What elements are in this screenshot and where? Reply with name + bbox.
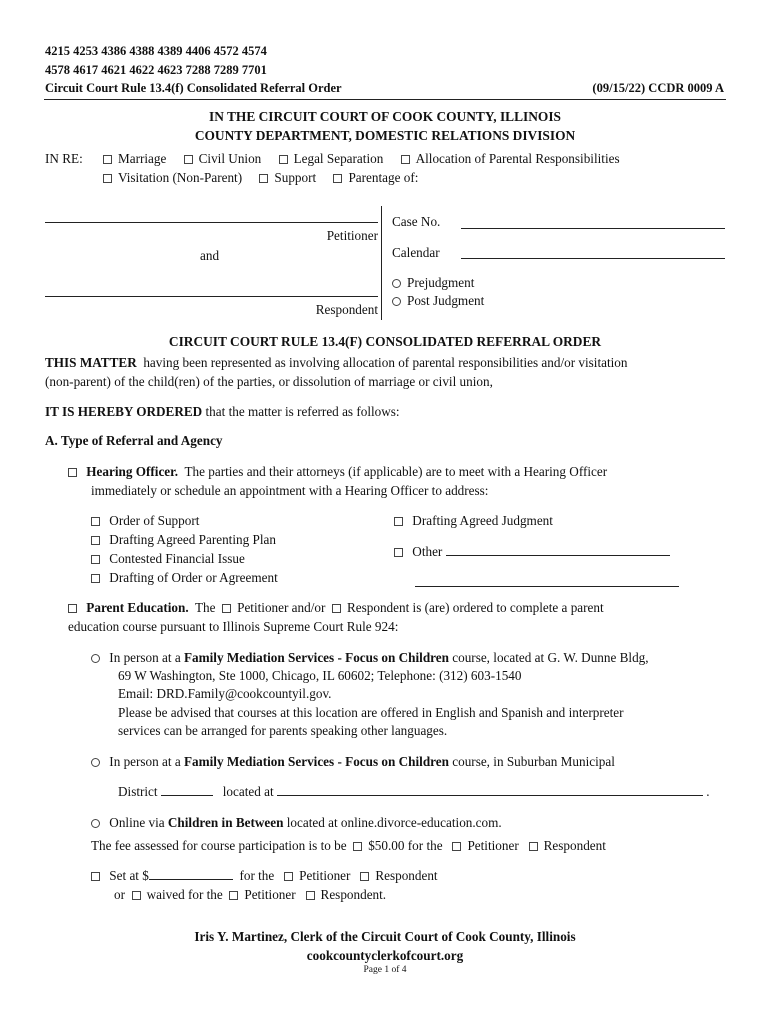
fee-50-checkbox[interactable]	[353, 842, 362, 851]
case-no-field[interactable]	[461, 228, 725, 229]
case-no-label: Case No.	[392, 214, 441, 229]
marriage-label: Marriage	[118, 151, 167, 166]
ordered-line	[45, 404, 400, 420]
waived-checkbox[interactable]	[132, 891, 141, 900]
civil-union-label: Civil Union	[198, 151, 262, 166]
court-name: IN THE CIRCUIT COURT OF COOK COUNTY, ILLINOIS	[209, 109, 561, 124]
calendar-label: Calendar	[392, 245, 440, 260]
opt3-bold: Children in Between	[167, 815, 284, 830]
header-rule	[44, 99, 726, 100]
opt2-line-1	[91, 754, 615, 770]
petitioner-line[interactable]	[45, 222, 378, 223]
other-checkbox[interactable]	[394, 548, 403, 557]
ho-item-parenting-plan[interactable]	[91, 532, 276, 548]
respondent-line[interactable]	[45, 296, 378, 297]
hearing-officer-label: Hearing Officer.	[86, 464, 179, 479]
petitioner-label: Petitioner	[326, 228, 378, 243]
ordered-lead: IT IS HEREBY ORDERED	[45, 404, 203, 419]
allocation-checkbox[interactable]	[401, 155, 410, 164]
fee-lead: The fee assessed for course participation is to be	[91, 838, 347, 853]
waived-petitioner-checkbox[interactable]	[229, 891, 238, 900]
parentage-label: Parentage of:	[348, 170, 419, 185]
fee-respondent-label: Respondent	[543, 838, 606, 853]
waived-label: waived for the	[146, 887, 223, 902]
other-field[interactable]	[446, 544, 670, 556]
marriage-checkbox[interactable]	[103, 155, 112, 164]
other-label: Other	[412, 544, 443, 559]
ho-item-order-agreement[interactable]	[91, 570, 278, 586]
support-label: Support	[274, 170, 317, 185]
parenting-plan-label: Drafting Agreed Parenting Plan	[109, 532, 276, 547]
set-at-label: Set at $	[109, 868, 149, 883]
opt1-line-3: Email: DRD.Family@cookcountyil.gov.	[118, 686, 332, 701]
for-the-label: for the	[239, 868, 275, 883]
post-judgment-label: Post Judgment	[407, 293, 485, 308]
parent-ed-the: The	[195, 600, 216, 615]
order-agreement-checkbox[interactable]	[91, 574, 100, 583]
order-of-support-label: Order of Support	[109, 513, 200, 528]
page-number: Page 1 of 4	[363, 965, 407, 975]
ho-item-order-of-support[interactable]	[91, 513, 199, 529]
or-label: or	[114, 887, 125, 902]
prejudgment-radio[interactable]	[392, 279, 401, 288]
agreed-judgment-checkbox[interactable]	[394, 517, 403, 526]
opt3-line	[91, 815, 502, 831]
parent-ed-line-2: education course pursuant to Illinois Supreme Court Rule 924:	[68, 619, 399, 634]
fee-line-3	[114, 887, 386, 903]
in-re-row-2	[103, 170, 418, 186]
fee-petitioner-label: Petitioner	[467, 838, 519, 853]
court-division: COUNTY DEPARTMENT, DOMESTIC RELATIONS DIVISION	[194, 128, 576, 143]
period: .	[706, 784, 710, 799]
fee-respondent-checkbox[interactable]	[529, 842, 538, 851]
parent-ed-label: Parent Education.	[86, 600, 189, 615]
in-re-label: IN RE:	[45, 151, 83, 166]
financial-issue-label: Contested Financial Issue	[109, 551, 245, 566]
agreed-judgment-label: Drafting Agreed Judgment	[412, 513, 553, 528]
pe-petitioner-label: Petitioner and/or	[237, 600, 326, 615]
rule-title: Circuit Court Rule 13.4(f) Consolidated Referral Order	[45, 81, 342, 95]
set-petitioner-checkbox[interactable]	[284, 872, 293, 881]
parent-ed-line-1	[68, 600, 604, 616]
waived-respondent-label: Respondent.	[320, 887, 387, 902]
visitation-checkbox[interactable]	[103, 174, 112, 183]
legal-separation-checkbox[interactable]	[279, 155, 288, 164]
form-codes-line-2: 4578 4617 4621 4622 4623 7288 7289 7701	[45, 63, 267, 77]
opt2-line-2	[118, 784, 710, 800]
in-re-row-1	[103, 151, 620, 167]
fee-amount-label: $50.00 for the	[368, 838, 443, 853]
fee-line-1	[91, 838, 606, 854]
opt1-line-5: services can be arranged for parents speaking other languages.	[118, 723, 448, 738]
set-petitioner-label: Petitioner	[299, 868, 351, 883]
respondent-label: Respondent	[315, 302, 378, 317]
and-label: and	[200, 248, 220, 263]
opt1-line-2: 69 W Washington, Ste 1000, Chicago, IL 60602; Telephone: (312) 603-1540	[118, 668, 522, 683]
opt1-radio[interactable]	[91, 654, 100, 663]
civil-union-checkbox[interactable]	[184, 155, 193, 164]
visitation-label: Visitation (Non-Parent)	[118, 170, 243, 185]
parent-education-checkbox[interactable]	[68, 604, 77, 613]
section-a-heading: A. Type of Referral and Agency	[45, 433, 223, 448]
opt1-line-1	[91, 650, 649, 666]
pe-respondent-label: Respondent is (are) ordered to complete a parent	[346, 600, 604, 615]
opt2-pre: In person at a	[109, 754, 181, 769]
district-field[interactable]	[161, 784, 213, 796]
ordered-text: that the matter is referred as follows:	[205, 404, 400, 419]
hearing-officer-line-1	[68, 464, 607, 480]
pe-respondent-checkbox[interactable]	[332, 604, 341, 613]
opt2-post: course, in Suburban Municipal	[452, 754, 615, 769]
opt3-radio[interactable]	[91, 819, 100, 828]
this-matter-lead: THIS MATTER	[45, 355, 137, 370]
prejudgment-option[interactable]	[392, 275, 474, 291]
located-at-field[interactable]	[277, 784, 703, 796]
hearing-officer-text: The parties and their attorneys (if applicable) are to meet with a Hearing Officer	[184, 464, 608, 479]
allocation-label: Allocation of Parental Responsibilities	[415, 151, 620, 166]
set-respondent-label: Respondent	[375, 868, 438, 883]
opt1-post: course, located at G. W. Dunne Bldg,	[452, 650, 649, 665]
clerk-line: Iris Y. Martinez, Clerk of the Circuit Court of Cook County, Illinois	[194, 929, 576, 944]
ho-item-agreed-judgment[interactable]	[394, 513, 553, 529]
this-matter-line-1	[45, 355, 627, 371]
waived-respondent-checkbox[interactable]	[306, 891, 315, 900]
district-label: District	[118, 784, 158, 799]
fee-petitioner-checkbox[interactable]	[452, 842, 461, 851]
opt1-line-4: Please be advised that courses at this location are offered in English and Spanish and interpreter	[118, 705, 624, 720]
opt1-pre: In person at a	[109, 650, 181, 665]
post-judgment-option[interactable]	[392, 293, 484, 309]
prejudgment-label: Prejudgment	[407, 275, 475, 290]
order-of-support-checkbox[interactable]	[91, 517, 100, 526]
form-code: (09/15/22) CCDR 0009 A	[592, 81, 724, 95]
ho-item-other[interactable]	[394, 544, 670, 560]
fee-line-2	[91, 868, 438, 884]
order-agreement-label: Drafting of Order or Agreement	[109, 570, 278, 585]
opt2-radio[interactable]	[91, 758, 100, 767]
caption-divider	[381, 206, 382, 320]
parenting-plan-checkbox[interactable]	[91, 536, 100, 545]
calendar-field[interactable]	[461, 258, 725, 259]
this-matter-text: having been represented as involving allocation of parental responsibilities and/or visitation	[143, 355, 628, 370]
this-matter-line-2: (non-parent) of the child(ren) of the parties, or dissolution of marriage or civil union,	[45, 374, 493, 389]
opt1-bold: Family Mediation Services - Focus on Children	[184, 650, 449, 665]
support-checkbox[interactable]	[259, 174, 268, 183]
other-field-line-2[interactable]	[415, 586, 679, 587]
clerk-website: cookcountyclerkofcourt.org	[306, 948, 464, 963]
opt3-pre: Online via	[109, 815, 165, 830]
order-title: CIRCUIT COURT RULE 13.4(F) CONSOLIDATED REFERRAL ORDER	[168, 334, 602, 349]
located-at-label: located at	[222, 784, 274, 799]
hearing-officer-line-2: immediately or schedule an appointment with a Hearing Officer to address:	[91, 483, 489, 498]
legal-separation-label: Legal Separation	[293, 151, 384, 166]
ho-item-financial-issue[interactable]	[91, 551, 245, 567]
opt3-post: located at online.divorce-education.com.	[286, 815, 502, 830]
pe-petitioner-checkbox[interactable]	[222, 604, 231, 613]
waived-petitioner-label: Petitioner	[244, 887, 296, 902]
form-codes-line-1: 4215 4253 4386 4388 4389 4406 4572 4574	[45, 44, 267, 58]
set-respondent-checkbox[interactable]	[360, 872, 369, 881]
post-judgment-radio[interactable]	[392, 297, 401, 306]
set-at-field[interactable]	[149, 868, 233, 880]
parentage-checkbox[interactable]	[333, 174, 342, 183]
hearing-officer-checkbox[interactable]	[68, 468, 77, 477]
opt2-bold: Family Mediation Services - Focus on Children	[184, 754, 449, 769]
set-at-checkbox[interactable]	[91, 872, 100, 881]
financial-issue-checkbox[interactable]	[91, 555, 100, 564]
